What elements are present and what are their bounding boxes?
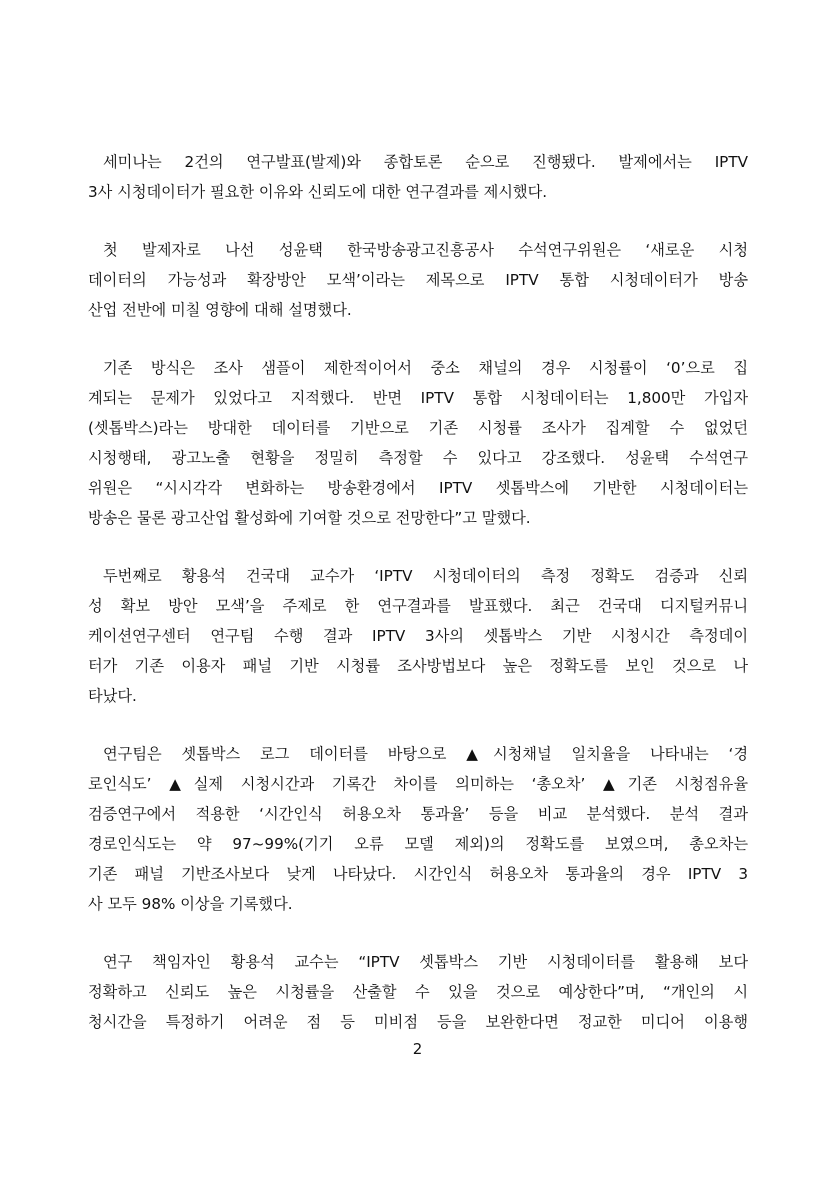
text-line: 성 확보 방안 모색’을 주제로 한 연구결과를 발표했다. 최근 건국대 디지털커뮤니 <box>88 597 748 615</box>
text-line: 계되는 문제가 있었다고 지적했다. 반면 IPTV 통합 시청데이터는 1,800만 가입자 <box>88 389 748 407</box>
text-line: 연구팀은 셋톱박스 로그 데이터를 바탕으로 ▲시청채널 일치율을 나타내는 ‘경 <box>103 745 748 763</box>
paragraph <box>88 353 748 533</box>
text-line: (셋톱박스)라는 방대한 데이터를 기반으로 기존 시청률 조사가 집계할 수 없었던 <box>88 419 748 437</box>
text-line: 기존 방식은 조사 샘플이 제한적이어서 중소 채널의 경우 시청률이 ‘0’으로 집 <box>103 359 748 377</box>
paragraph <box>88 235 748 325</box>
paragraph <box>88 947 748 1037</box>
text-line: 데이터의 가능성과 확장방안 모색’이라는 제목으로 IPTV 통합 시청데이터가 방송 <box>88 271 748 289</box>
text-line: 타났다. <box>88 687 137 705</box>
text-line: 로인식도’ ▲실제 시청시간과 기록간 차이를 의미하는 ‘총오차’ ▲기존 시청점유율 <box>88 775 748 793</box>
text-line: 터가 기존 이용자 패널 기반 시청률 조사방법보다 높은 정확도를 보인 것으로 나 <box>88 657 748 675</box>
text-line: 방송은 물론 광고산업 활성화에 기여할 것으로 전망한다”고 말했다. <box>88 509 531 527</box>
text-line: 케이션연구센터 연구팀 수행 결과 IPTV 3사의 셋톱박스 기반 시청시간 측정데이 <box>88 627 748 645</box>
text-line: 3사 시청데이터가 필요한 이유와 신뢰도에 대한 연구결과를 제시했다. <box>88 183 548 201</box>
text-line: 검증연구에서 적용한 ‘시간인식 허용오차 통과율’ 등을 비교 분석했다. 분석 결과 <box>88 805 748 823</box>
text-line: 첫 발제자로 나선 성윤택 한국방송광고진흥공사 수석연구위원은 ‘새로운 시청 <box>103 241 748 259</box>
text-line: 위원은 “시시각각 변화하는 방송환경에서 IPTV 셋톱박스에 기반한 시청데이터는 <box>88 479 748 497</box>
page-number: 2 <box>412 1040 423 1058</box>
paragraph <box>88 561 748 711</box>
paragraph <box>88 739 748 919</box>
text-line: 경로인식도는 약 97~99%(기기 오류 모델 제외)의 정확도를 보였으며, 총오차는 <box>88 835 748 853</box>
text-line: 청시간을 특정하기 어려운 점 등 미비점 등을 보완한다면 정교한 미디어 이용행 <box>88 1013 748 1031</box>
text-line: 두번째로 황용석 건국대 교수가 ‘IPTV 시청데이터의 측정 정확도 검증과 신뢰 <box>103 567 748 585</box>
text-line: 시청행태, 광고노출 현황을 정밀히 측정할 수 있다고 강조했다. 성윤택 수석연구 <box>88 449 748 467</box>
text-line: 정확하고 신뢰도 높은 시청률을 산출할 수 있을 것으로 예상한다”며, “개인의 시 <box>88 983 748 1001</box>
paragraph <box>88 147 748 207</box>
document-body <box>88 147 748 1065</box>
text-line: 연구 책임자인 황용석 교수는 “IPTV 셋톱박스 기반 시청데이터를 활용해 보다 <box>103 953 748 971</box>
text-line: 기존 패널 기반조사보다 낮게 나타났다. 시간인식 허용오차 통과율의 경우 IPTV 3 <box>88 865 748 883</box>
text-line: 산업 전반에 미칠 영향에 대해 설명했다. <box>88 301 352 319</box>
text-line: 세미나는 2건의 연구발표(발제)와 종합토론 순으로 진행됐다. 발제에서는 IPTV <box>103 153 748 171</box>
text-line: 사 모두 98% 이상을 기록했다. <box>88 895 293 913</box>
